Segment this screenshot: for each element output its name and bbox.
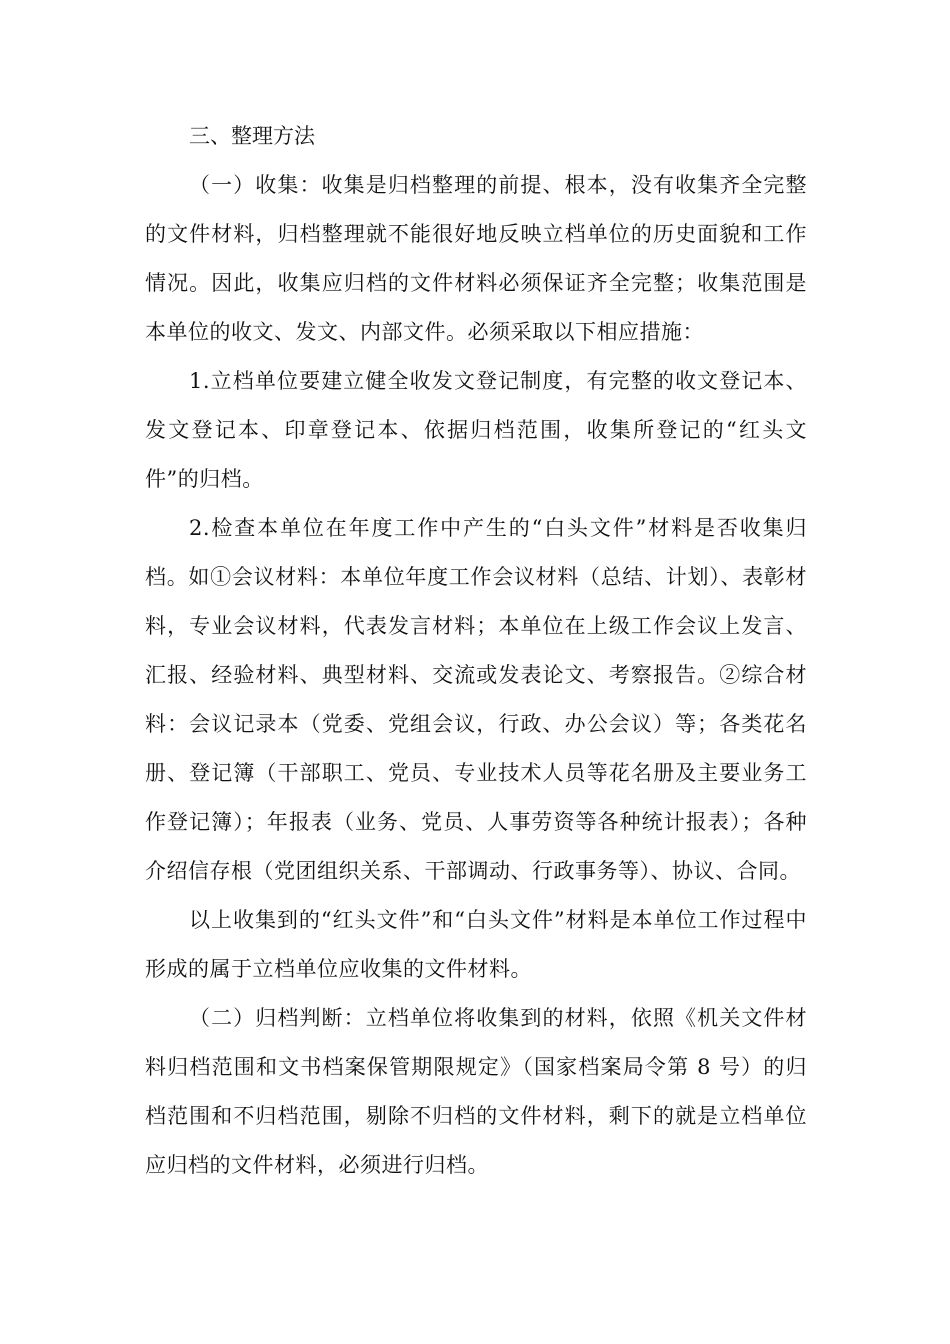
paragraph-collection: （一）收集：收集是归档整理的前提、根本，没有收集齐全完整的文件材料，归档整理就不能很好地反映立档单位的历史面貌和工作情况。因此，收集应归档的文件材料必须保证齐全完整；收集范围是本单位的收文、发文、内部文件。必须采取以下相应措施： (145, 173, 807, 344)
paragraph-item-1: 1.立档单位要建立健全收发文登记制度，有完整的收文登记本、发文登记本、印章登记本、依据归档范围，收集所登记的“红头文件”的归档。 (145, 369, 807, 491)
paragraph-summary: 以上收集到的“红头文件”和“白头文件”材料是本单位工作过程中形成的属于立档单位应收集的文件材料。 (145, 908, 807, 981)
section-heading: 三、整理方法 (189, 124, 315, 148)
paragraph-archiving-judgement: （二）归档判断：立档单位将收集到的材料，依照《机关文件材料归档范围和文书档案保管期限规定》（国家档案局令第 8 号）的归档范围和不归档范围，剔除不归档的文件材料，剩下的就是立档单位应归档的文件材料，必须进行归档。 (145, 1006, 807, 1177)
paragraph-item-2: 2.检查本单位在年度工作中产生的“白头文件”材料是否收集归档。如①会议材料：本单位年度工作会议材料（总结、计划）、表彰材料，专业会议材料，代表发言材料；本单位在上级工作会议上发言、汇报、经验材料、典型材料、交流或发表论文、考察报告。②综合材料：会议记录本（党委、党组会议，行政、办公会议）等；各类花名册、登记簿（干部职工、党员、专业技术人员等花名册及主要业务工作登记簿）；年报表（业务、党员、人事劳资等各种统计报表）；各种介绍信存根（党团组织关系、干部调动、行政事务等）、协议、合同。 (145, 516, 807, 883)
document-page (145, 112, 807, 1190)
